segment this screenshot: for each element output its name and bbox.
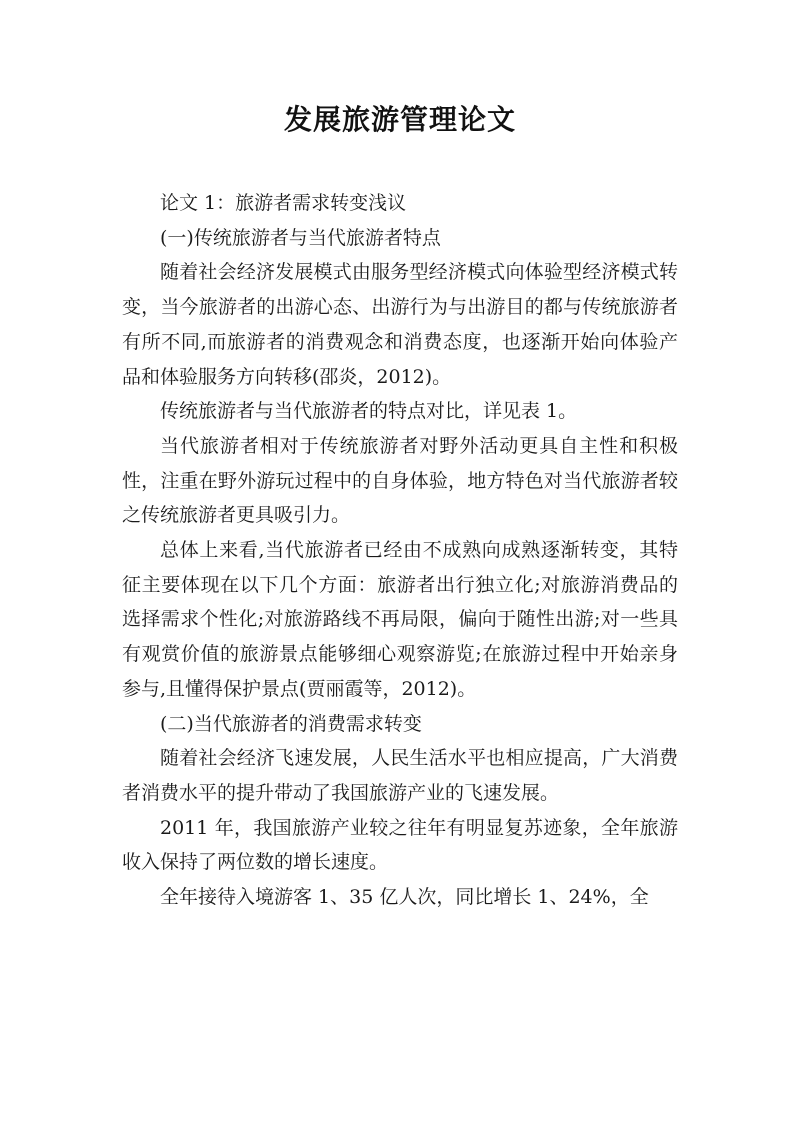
paragraph: 全年接待入境游客 1、35 亿人次，同比增长 1、24%，全: [160, 886, 649, 909]
paragraph: 总体上来看,当代旅游者已经由不成熟向成熟逐渐转变，其特征主要体现在以下几个方面：旅游者出行独立化;对旅游消费品的选择需求个性化;对旅游路线不再局限，偏向于随性出游;对一些具有观赏价值的旅游景点能够细心观察游览;在旅游过程中开始亲身参与,且懂得保护景点(贾丽霞等，2012)。: [122, 539, 678, 700]
paragraph: 当代旅游者相对于传统旅游者对野外活动更具自主性和积极性，注重在野外游玩过程中的自身体验，地方特色对当代旅游者较之传统旅游者更具吸引力。: [122, 434, 678, 527]
paragraph-subtitle: 论文 1：旅游者需求转变浅议: [160, 192, 407, 214]
paragraph: 随着社会经济飞速发展，人民生活水平也相应提高，广大消费者消费水平的提升带动了我国旅游产业的飞速发展。: [122, 747, 678, 804]
paragraph: 随着社会经济发展模式由服务型经济模式向体验型经济模式转变，当今旅游者的出游心态、出游行为与出游目的都与传统旅游者有所不同,而旅游者的消费观念和消费态度，也逐渐开始向体验产品和体验服务方向转移(邵炎，2012)。: [122, 261, 678, 388]
paragraph-heading-2: (二)当代旅游者的消费需求转变: [160, 712, 422, 735]
paragraph: 2011 年，我国旅游产业较之往年有明显复苏迹象，全年旅游收入保持了两位数的增长速度。: [122, 816, 678, 874]
paragraph-heading-1: (一)传统旅游者与当代旅游者特点: [160, 226, 441, 249]
document-title: 发展旅游管理论文: [283, 103, 516, 136]
document-body: [122, 186, 678, 915]
paragraph: 传统旅游者与当代旅游者的特点对比，详见表 1。: [160, 400, 578, 423]
